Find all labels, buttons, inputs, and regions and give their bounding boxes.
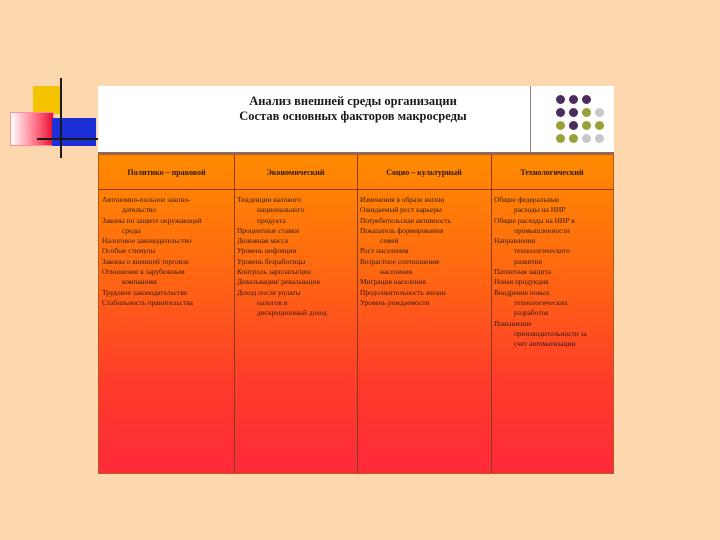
decor-dot — [569, 108, 578, 117]
factor-item: Уровень безработицы — [237, 256, 306, 266]
factor-item: Общие расходы на НИР в — [494, 215, 575, 225]
decor-dot — [556, 134, 565, 143]
factor-item: Изменения в образе жизни — [360, 195, 445, 204]
factor-item: Девальвация/ ревальвация — [237, 277, 320, 287]
header-row-divider — [99, 189, 613, 190]
factor-item: Законы по защите окружающей — [102, 215, 202, 225]
column-header-technological: Технологический — [520, 167, 584, 177]
decor-blue-square — [52, 118, 96, 146]
decor-red-square — [10, 112, 54, 146]
factor-item: Внедрение новых — [494, 287, 550, 297]
factor-item: технологических — [514, 297, 568, 307]
factor-item: Денежная масса — [237, 236, 289, 246]
factor-item: Повышение — [494, 318, 532, 328]
factor-item: промышленности — [514, 225, 570, 235]
decor-vertical-line — [60, 78, 62, 158]
decor-dot — [569, 134, 578, 143]
factor-item: Потребительская активность — [360, 215, 451, 225]
factor-item: Отношение к зарубежным — [102, 267, 185, 277]
title-line-1: Анализ внешней среды организации — [249, 94, 457, 108]
factor-item: Рост населения — [360, 246, 409, 256]
factor-item: развития — [514, 256, 542, 266]
factor-item: Особые стимулы — [102, 246, 156, 256]
decor-dot — [569, 95, 578, 104]
factor-item: счет автоматизации — [514, 339, 576, 349]
factor-item: Продолжительность жизни — [360, 287, 446, 297]
decor-dot — [595, 134, 604, 143]
decor-dot — [569, 121, 578, 130]
column-economic — [234, 195, 357, 319]
factor-item: продукта — [257, 215, 286, 225]
factor-item: Тенденции валового — [237, 195, 301, 204]
factor-item: дискреционный доход — [257, 308, 327, 318]
factor-item: Доход после уплаты — [237, 287, 301, 297]
factor-item: Уровень рождаемости — [360, 297, 430, 307]
decor-dot — [595, 108, 604, 117]
factor-item: Новая продукция — [494, 277, 549, 287]
slide-header — [98, 86, 614, 154]
factor-item: Направления — [494, 236, 536, 246]
decor-dot-grid — [556, 95, 612, 151]
decor-dot — [595, 121, 604, 130]
factor-item: налогов и — [257, 297, 288, 307]
column-technological — [491, 195, 613, 349]
factor-item: производительности за — [514, 328, 587, 338]
decor-dot — [556, 121, 565, 130]
decor-horizontal-line — [37, 138, 99, 140]
factor-item: Миграция населения — [360, 277, 426, 287]
factor-item: технологического — [514, 246, 570, 256]
factor-item: дательство — [122, 205, 157, 215]
title-line-2: Состав основных факторов макросреды — [239, 109, 467, 123]
factor-item: семей — [380, 236, 399, 246]
factor-item: Автономно-польное законо- — [102, 195, 191, 204]
factor-item: Трудовое законодательство — [102, 287, 188, 297]
factor-item: Законы о внешней торговле — [102, 256, 190, 266]
decor-dot — [556, 95, 565, 104]
factor-item: Стабильность правительства — [102, 297, 193, 307]
decor-yellow-square — [33, 86, 61, 114]
decor-header-line — [530, 86, 531, 152]
factor-item: Уровень инфляции — [237, 246, 297, 256]
factors-table — [98, 154, 614, 474]
decor-dot — [582, 108, 591, 117]
factor-item: Возрастное соотношение — [360, 256, 440, 266]
column-header-sociocultural: Социо – культурный — [386, 167, 462, 177]
column-header-economic: Экономический — [266, 167, 325, 177]
factor-item: среды — [122, 225, 141, 235]
decor-dot — [582, 95, 591, 104]
factor-item: Общие федеральные — [494, 195, 560, 204]
factor-item: компаниям — [122, 277, 157, 287]
factor-item: национального — [257, 205, 305, 215]
column-header-political: Политико – правовой — [127, 167, 206, 177]
factor-item: Налоговое законодательство — [102, 236, 192, 246]
factor-item: населения — [380, 267, 413, 277]
page-title — [218, 94, 488, 124]
column-sociocultural — [357, 195, 491, 308]
factor-item: разработок — [514, 308, 549, 318]
factor-item: Контроль зарплаты/цен — [237, 267, 311, 277]
decor-dot — [556, 108, 565, 117]
decor-dot — [582, 134, 591, 143]
factor-item: Патентная защита — [494, 267, 552, 277]
factor-item: Показатель формирования — [360, 225, 444, 235]
decor-dot — [582, 121, 591, 130]
column-political — [99, 195, 234, 308]
factor-item: Ожидаемый рост карьеры — [360, 205, 442, 215]
factor-item: расходы на НИР — [514, 205, 566, 215]
factor-item: Процентные ставки — [237, 225, 300, 235]
